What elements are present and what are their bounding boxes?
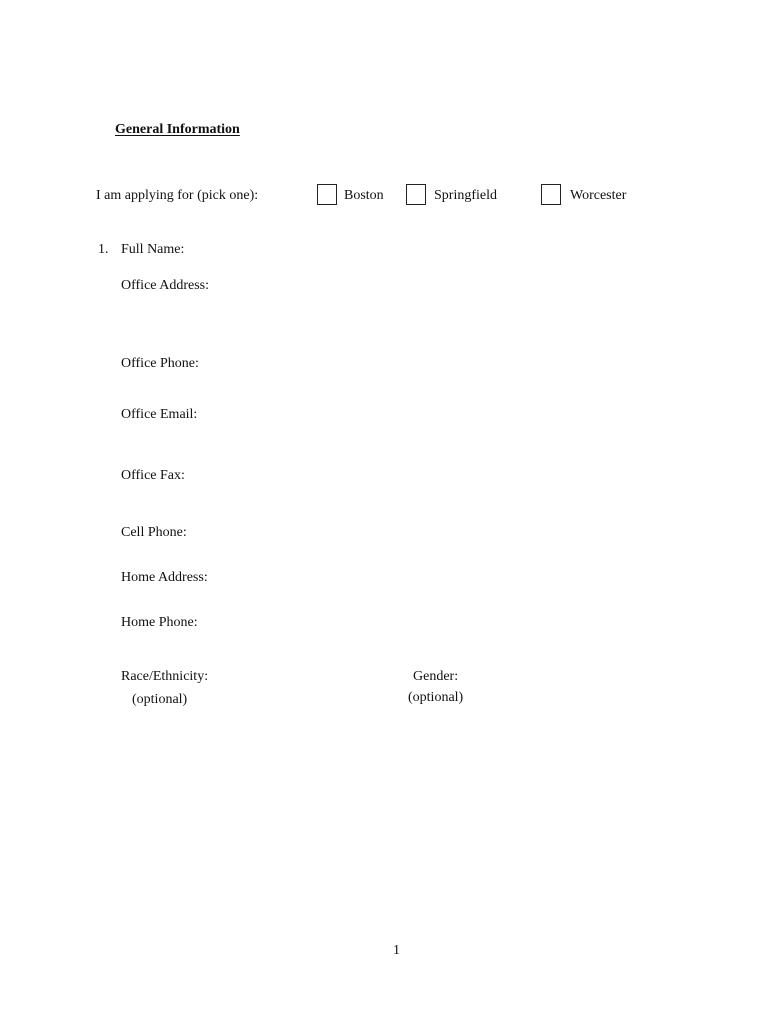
boston-checkbox[interactable]	[317, 184, 337, 205]
home-address-label: Home Address:	[121, 570, 208, 585]
section-heading: General Information	[115, 122, 240, 137]
worcester-checkbox[interactable]	[541, 184, 561, 205]
worcester-label: Worcester	[570, 188, 627, 203]
springfield-label: Springfield	[434, 188, 497, 203]
page-number: 1	[393, 943, 400, 958]
applying-for-prompt: I am applying for (pick one):	[96, 188, 259, 203]
office-phone-label: Office Phone:	[121, 356, 199, 371]
boston-label: Boston	[344, 188, 384, 203]
cell-phone-label: Cell Phone:	[121, 525, 187, 540]
gender-optional-note: (optional)	[408, 690, 464, 705]
office-email-label: Office Email:	[121, 407, 198, 422]
office-fax-label: Office Fax:	[121, 468, 185, 483]
office-address-label: Office Address:	[121, 278, 209, 293]
gender-label: Gender:	[413, 669, 459, 684]
race-ethnicity-label: Race/Ethnicity:	[121, 669, 209, 684]
full-name-label: Full Name:	[121, 242, 185, 257]
home-phone-label: Home Phone:	[121, 615, 198, 630]
race-optional-note: (optional)	[132, 692, 188, 707]
question-number: 1.	[98, 242, 109, 257]
springfield-checkbox[interactable]	[406, 184, 426, 205]
